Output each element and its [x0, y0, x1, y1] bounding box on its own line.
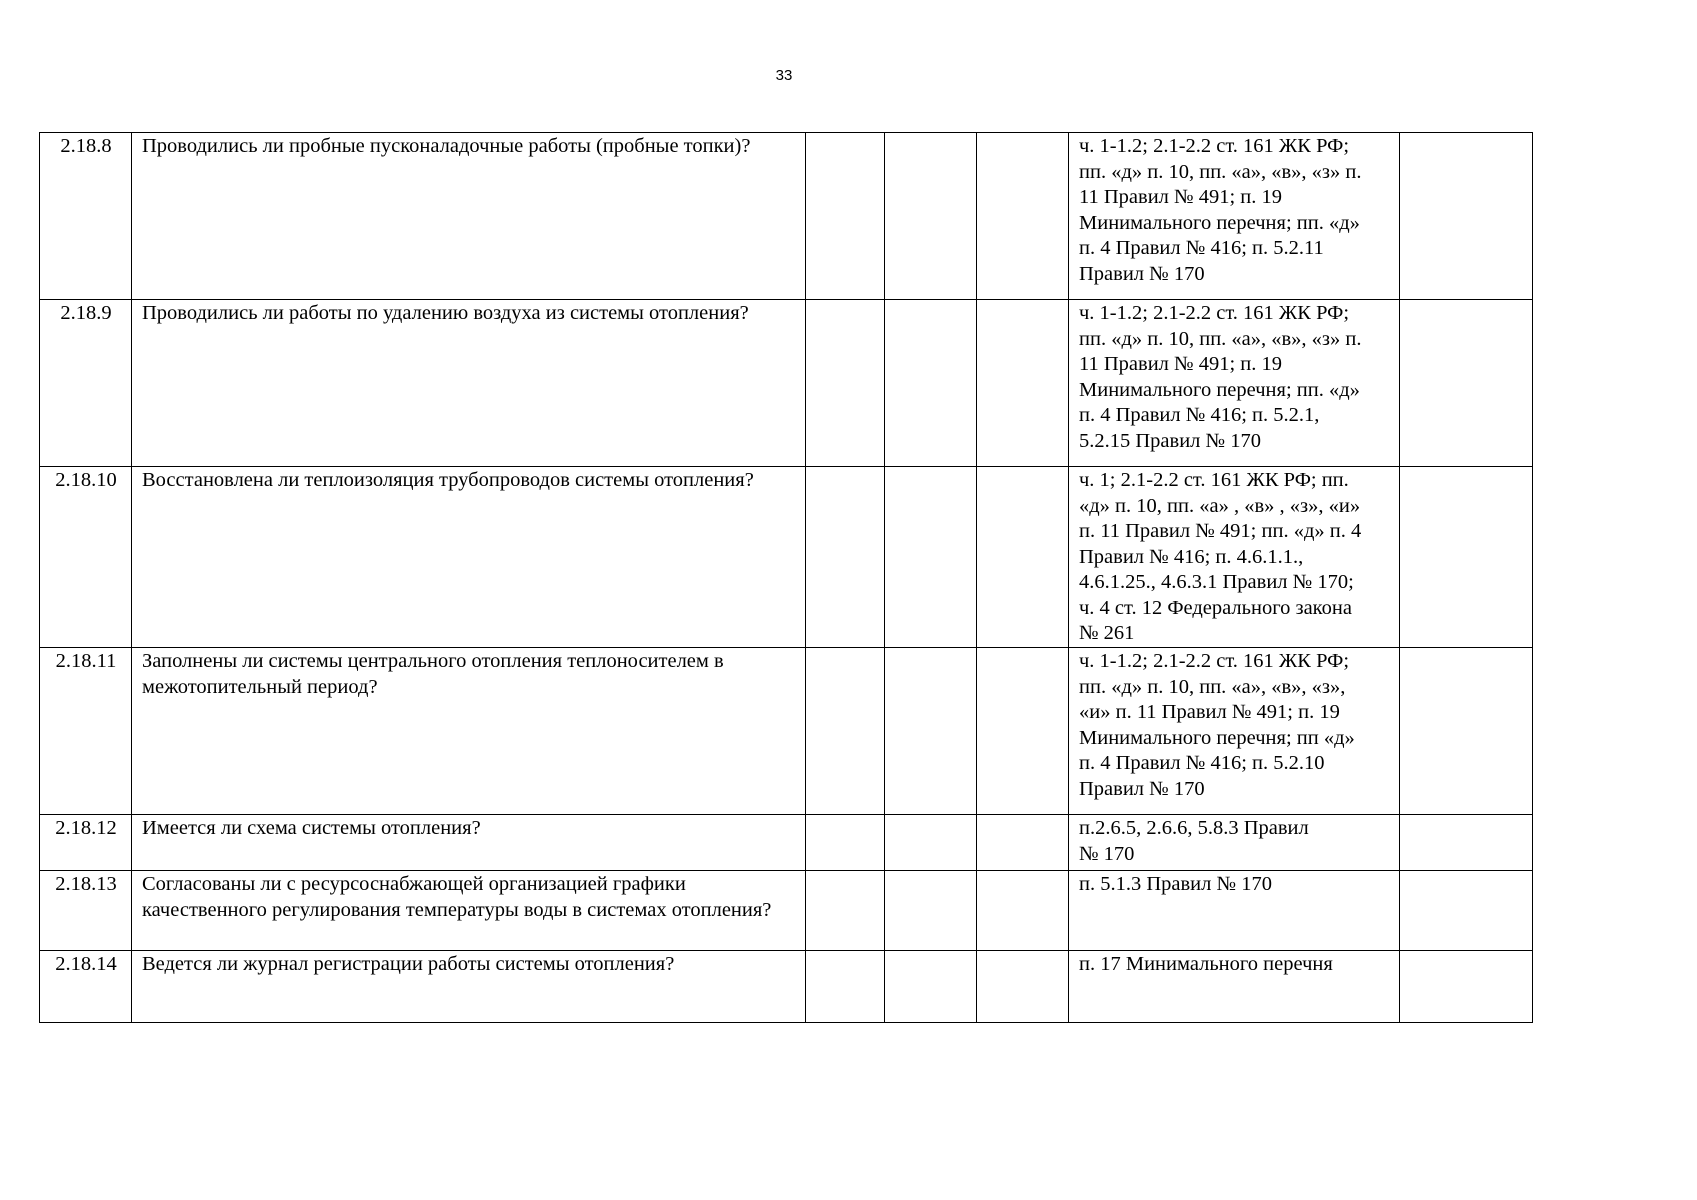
notes-cell: [1400, 951, 1533, 1023]
answer-na-cell: [977, 951, 1069, 1023]
requirement-reference: п. 17 Минимального перечня: [1069, 951, 1400, 1023]
answer-na-cell: [977, 815, 1069, 871]
answer-yes-cell: [806, 871, 885, 951]
table-row: [40, 951, 1533, 1023]
requirement-reference: п.2.6.5, 2.6.6, 5.8.3 Правил № 170: [1069, 815, 1400, 871]
notes-cell: [1400, 467, 1533, 648]
item-number: 2.18.8: [40, 133, 132, 300]
answer-na-cell: [977, 133, 1069, 300]
table-row: [40, 648, 1533, 815]
answer-no-cell: [885, 815, 977, 871]
answer-na-cell: [977, 467, 1069, 648]
item-number: 2.18.11: [40, 648, 132, 815]
table-row: [40, 467, 1533, 648]
notes-cell: [1400, 871, 1533, 951]
notes-cell: [1400, 815, 1533, 871]
answer-no-cell: [885, 951, 977, 1023]
answer-yes-cell: [806, 133, 885, 300]
item-number: 2.18.12: [40, 815, 132, 871]
answer-na-cell: [977, 300, 1069, 467]
answer-yes-cell: [806, 951, 885, 1023]
answer-yes-cell: [806, 648, 885, 815]
item-number: 2.18.9: [40, 300, 132, 467]
requirement-reference: ч. 1; 2.1-2.2 ст. 161 ЖК РФ; пп. «д» п. 10, пп. «а» , «в» , «з», «и» п. 11 Правил № 491; пп. «д» п. 4 Правил № 416; п. 4.6.1.1., 4.6.1.25., 4.6.3.1 Правил № 170; ч. 4 ст. 12 Федерального закона № 261: [1069, 467, 1400, 648]
requirement-reference: п. 5.1.3 Правил № 170: [1069, 871, 1400, 951]
answer-yes-cell: [806, 467, 885, 648]
answer-yes-cell: [806, 300, 885, 467]
answer-na-cell: [977, 871, 1069, 951]
notes-cell: [1400, 300, 1533, 467]
table-row: [40, 871, 1533, 951]
requirement-reference: ч. 1-1.2; 2.1-2.2 ст. 161 ЖК РФ; пп. «д» п. 10, пп. «а», «в», «з», «и» п. 11 Правил № 491; п. 19 Минимального перечня; пп «д» п. 4 Правил № 416; п. 5.2.10 Правил № 170: [1069, 648, 1400, 815]
notes-cell: [1400, 648, 1533, 815]
table-row: [40, 133, 1533, 300]
requirement-reference: ч. 1-1.2; 2.1-2.2 ст. 161 ЖК РФ; пп. «д» п. 10, пп. «а», «в», «з» п. 11 Правил № 491; п. 19 Минимального перечня; пп. «д» п. 4 Правил № 416; п. 5.2.1, 5.2.15 Правил № 170: [1069, 300, 1400, 467]
checklist-table: [39, 132, 1533, 1023]
answer-na-cell: [977, 648, 1069, 815]
question-text: Заполнены ли системы центрального отопления теплоносителем в межотопительный период?: [132, 648, 806, 815]
answer-no-cell: [885, 871, 977, 951]
answer-no-cell: [885, 300, 977, 467]
answer-no-cell: [885, 648, 977, 815]
requirement-reference: ч. 1-1.2; 2.1-2.2 ст. 161 ЖК РФ; пп. «д» п. 10, пп. «а», «в», «з» п. 11 Правил № 491; п. 19 Минимального перечня; пп. «д» п. 4 Правил № 416; п. 5.2.11 Правил № 170: [1069, 133, 1400, 300]
table-row: [40, 815, 1533, 871]
item-number: 2.18.13: [40, 871, 132, 951]
question-text: Согласованы ли с ресурсоснабжающей организацией графики качественного регулирования температуры воды в системах отопления?: [132, 871, 806, 951]
page-number: 33: [775, 67, 793, 84]
notes-cell: [1400, 133, 1533, 300]
table-row: [40, 300, 1533, 467]
question-text: Проводились ли пробные пусконаладочные работы (пробные топки)?: [132, 133, 806, 300]
item-number: 2.18.14: [40, 951, 132, 1023]
question-text: Проводились ли работы по удалению воздуха из системы отопления?: [132, 300, 806, 467]
question-text: Имеется ли схема системы отопления?: [132, 815, 806, 871]
question-text: Восстановлена ли теплоизоляция трубопроводов системы отопления?: [132, 467, 806, 648]
answer-no-cell: [885, 133, 977, 300]
question-text: Ведется ли журнал регистрации работы системы отопления?: [132, 951, 806, 1023]
item-number: 2.18.10: [40, 467, 132, 648]
answer-yes-cell: [806, 815, 885, 871]
answer-no-cell: [885, 467, 977, 648]
